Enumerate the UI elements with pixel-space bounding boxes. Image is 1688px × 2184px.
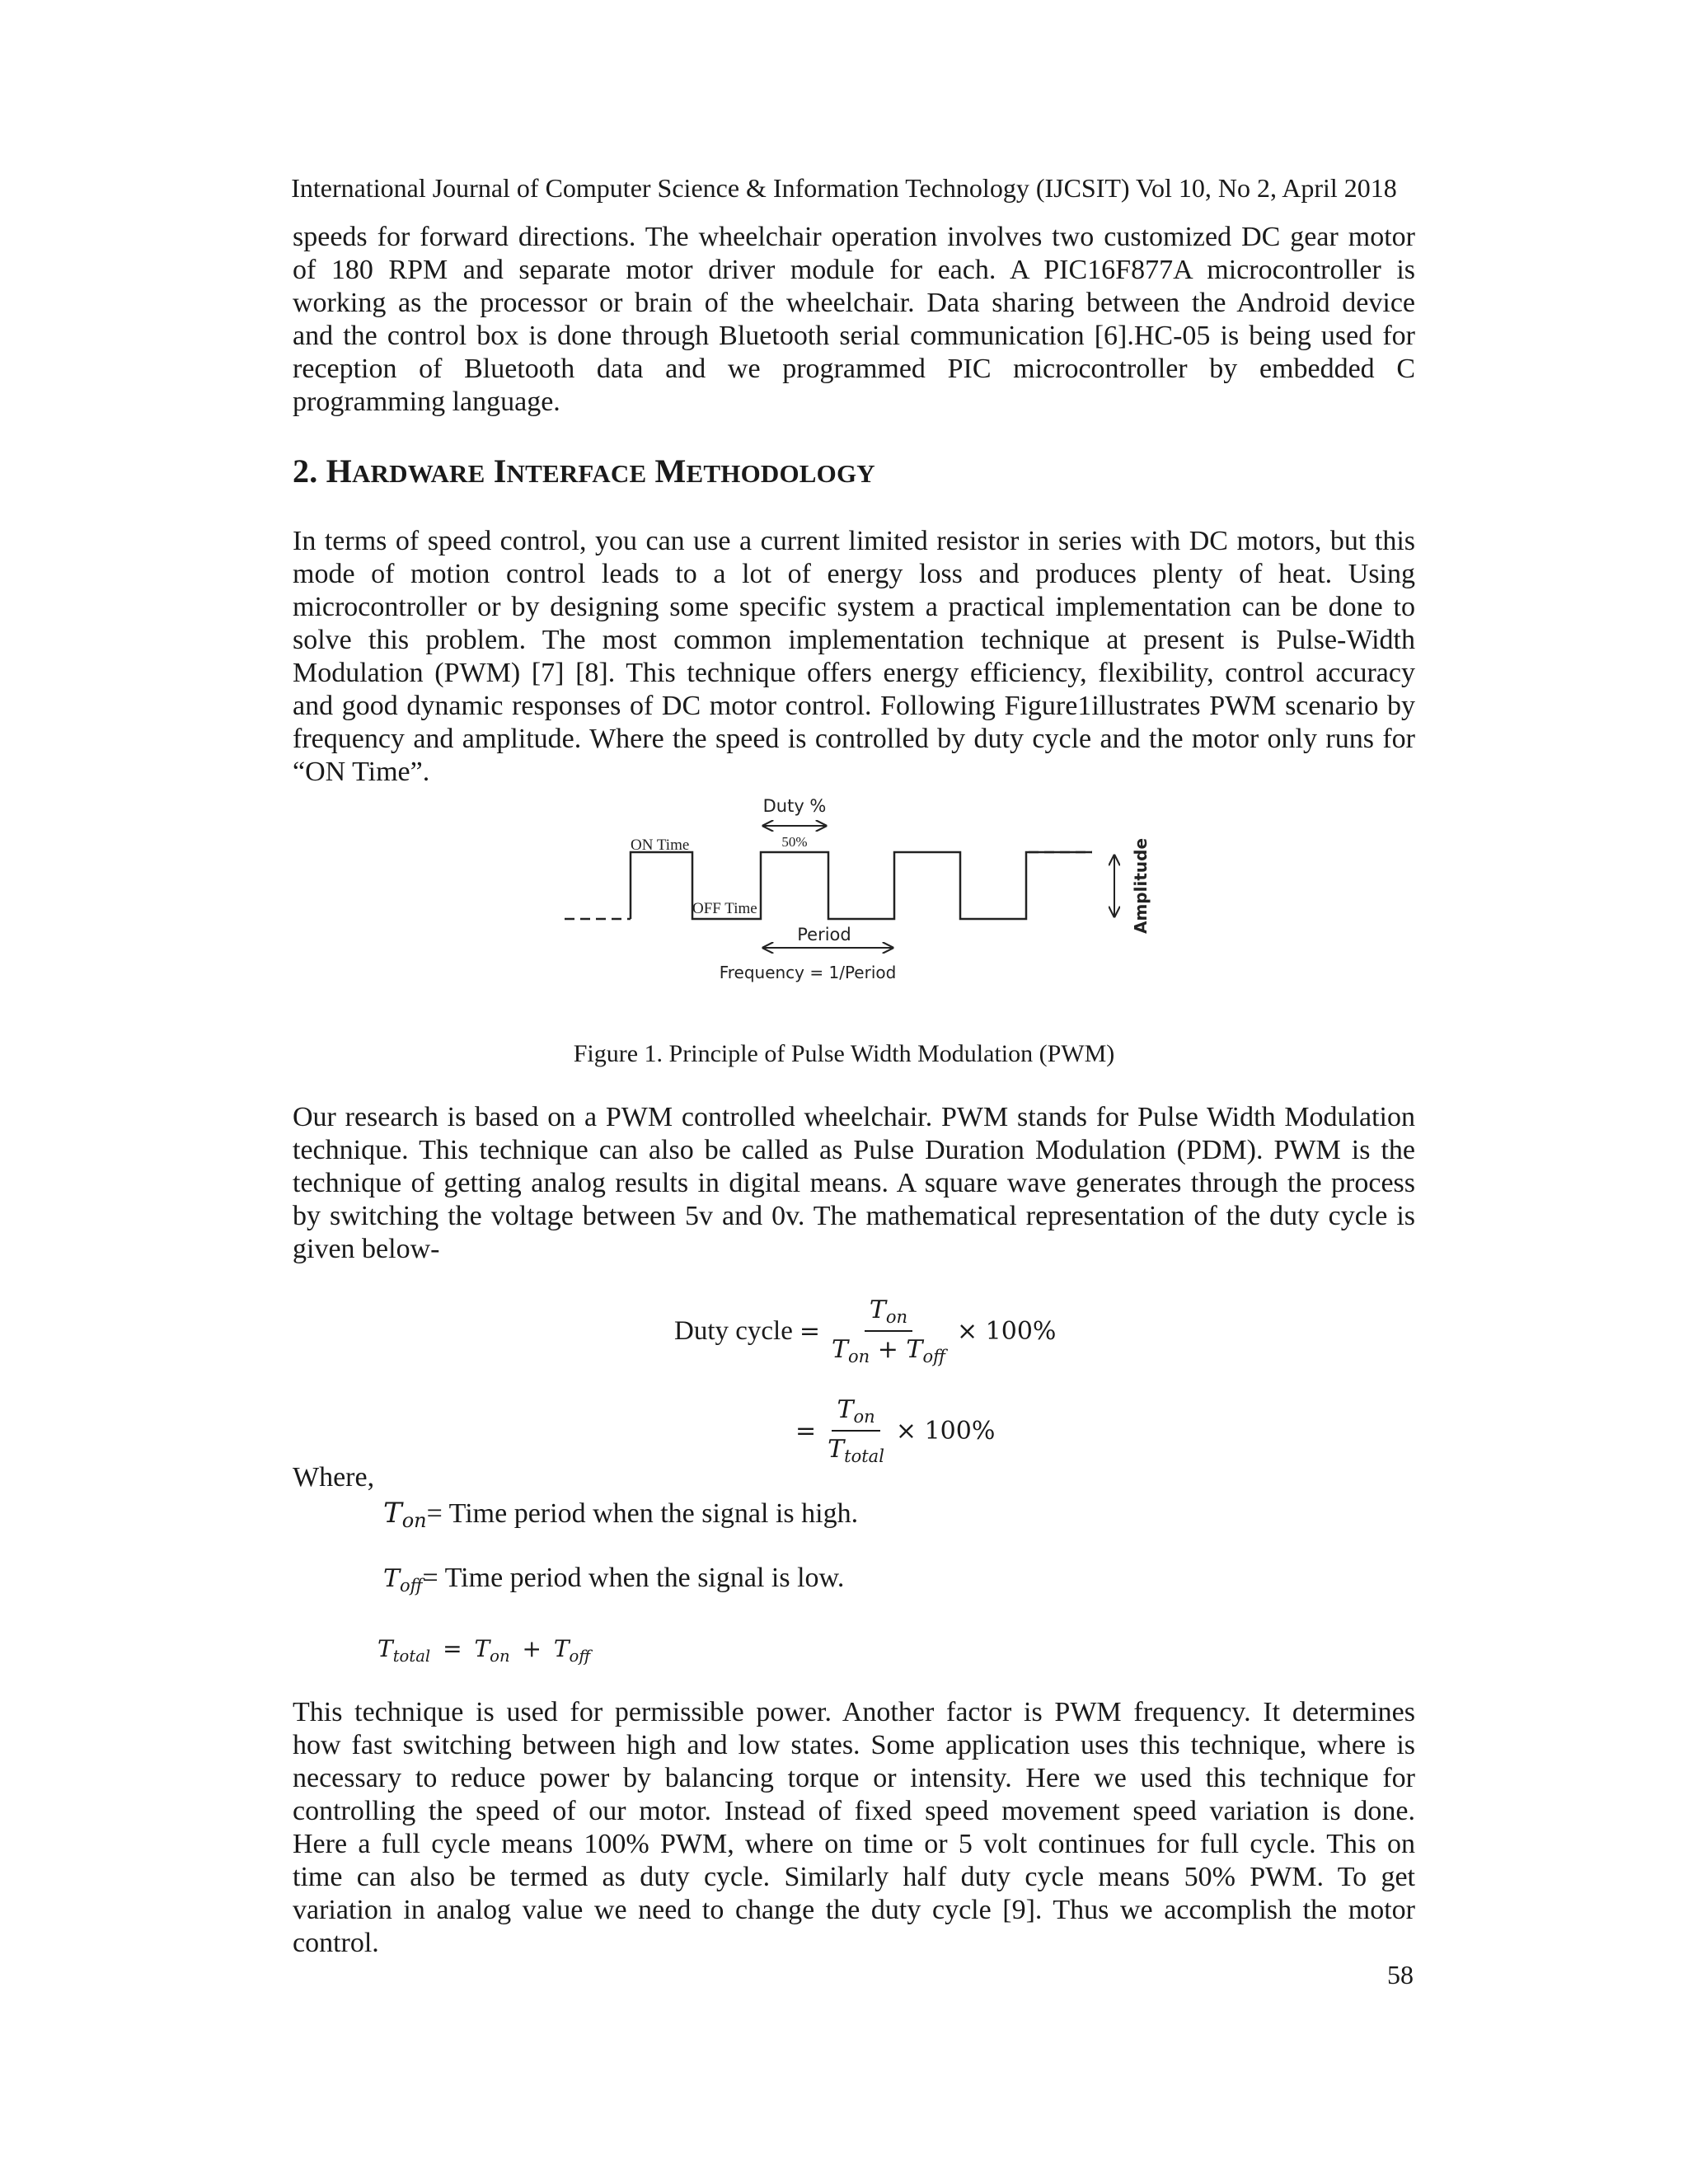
page-number: 58 xyxy=(1387,1960,1414,1990)
period-label: Period xyxy=(797,925,851,944)
heading-word: HARDWARE xyxy=(326,452,485,490)
text-line: programming language. xyxy=(293,387,560,417)
text-line: controlling the speed of our motor. Instead of fixed speed movement speed variation is done. xyxy=(293,1796,1415,1826)
equals-sign: = xyxy=(799,1316,820,1346)
heading-word: METHODOLOGY xyxy=(654,452,875,490)
text-line: reception of Bluetooth data and we programmed PIC microcontroller by embedded C xyxy=(293,354,1415,384)
figure-caption: Figure 1. Principle of Pulse Width Modulation (PWM) xyxy=(573,1040,1115,1067)
frequency-label: Frequency = 1/Period xyxy=(719,963,897,982)
heading-word: INTERFACE xyxy=(493,452,647,490)
paragraph-pwm-research xyxy=(293,1101,1415,1266)
times-100-percent: × 100% xyxy=(956,1316,1057,1346)
paragraph-pwm-frequency xyxy=(293,1696,1415,1960)
text-line: by switching the voltage between 5v and 0v. The mathematical representation of the duty cycle is xyxy=(293,1201,1415,1231)
paragraph-intro xyxy=(293,221,1415,419)
equals-sign: = xyxy=(795,1416,817,1446)
duty-cycle-equation-simplified xyxy=(795,1395,995,1466)
text-line: Here a full cycle means 100% PWM, where on time or 5 volt continues for full cycle. This on xyxy=(293,1829,1415,1859)
text-line: technique of getting analog results in digital means. A square wave generates through the process xyxy=(293,1168,1415,1198)
times-100-percent: × 100% xyxy=(895,1416,996,1446)
on-time-label: ON Time xyxy=(631,837,690,854)
pwm-diagram xyxy=(560,787,1170,993)
text-line: working as the processor or brain of the wheelchair. Data sharing between the Android device xyxy=(293,288,1415,318)
duty-cycle-equation xyxy=(674,1296,1056,1366)
text-line: of 180 RPM and separate motor driver module for each. A PIC16F877A microcontroller is xyxy=(293,255,1415,285)
text-line: mode of motion control leads to a lot of energy loss and produces plenty of heat. Using xyxy=(293,559,1415,589)
text-line: speeds for forward directions. The wheelchair operation involves two customized DC gear motor xyxy=(293,222,1415,252)
where-label: Where, xyxy=(293,1462,375,1493)
text-line: This technique is used for permissible power. Another factor is PWM frequency. It determines xyxy=(293,1697,1415,1727)
fraction-on-over-total: $\frac{T_{on}}{T_{total}}$ xyxy=(828,1395,884,1466)
duty-label: Duty % xyxy=(762,796,827,816)
definition-t-total: $T_{total} = T_{on} + T_{off}$ xyxy=(377,1635,591,1666)
definition-text: = Time period when the signal is high. xyxy=(426,1498,859,1529)
paragraph-speed-control xyxy=(293,525,1415,789)
text-line: time can also be termed as duty cycle. Similarly half duty cycle means 50% PWM. To get xyxy=(293,1862,1415,1892)
text-line: “ON Time”. xyxy=(293,757,430,787)
fifty-percent-label: 50% xyxy=(781,834,808,850)
text-line: Modulation (PWM) [7] [8]. This technique offers energy efficiency, flexibility, control accuracy xyxy=(293,658,1415,688)
text-line: technique. This technique can also be called as Pulse Duration Modulation (PDM). PWM is the xyxy=(293,1135,1415,1165)
text-line: control. xyxy=(293,1928,379,1958)
text-line: and the control box is done through Bluetooth serial communication [6].HC-05 is being used for xyxy=(293,321,1415,351)
text-line: necessary to reduce power by balancing torque or intensity. Here we used this technique for xyxy=(293,1763,1415,1793)
text-line: given below- xyxy=(293,1234,440,1264)
text-line: and good dynamic responses of DC motor control. Following Figure1illustrates PWM scenario by xyxy=(293,691,1415,721)
section-number: 2. xyxy=(293,452,318,490)
definition-t-off: $T_{off}=$ Time period when the signal is low. xyxy=(383,1563,845,1596)
off-time-label: OFF Time xyxy=(692,900,757,917)
text-line: Our research is based on a PWM controlled wheelchair. PWM stands for Pulse Width Modulation xyxy=(293,1102,1415,1132)
definition-text: = Time period when the signal is low. xyxy=(422,1563,845,1593)
amplitude-label: Amplitude xyxy=(1131,837,1151,935)
section-heading xyxy=(293,452,875,490)
text-line: solve this problem. The most common implementation technique at present is Pulse-Width xyxy=(293,625,1415,655)
definition-t-on: $T_{on}=$ Time period when the signal is high. xyxy=(383,1497,859,1532)
fraction-on-over-sum: $\frac{T_{on}}{T_{on} + T_{off}}$ xyxy=(832,1296,945,1366)
running-header: International Journal of Computer Science & Information Technology (IJCSIT) Vol 10, No 2, April 2018 xyxy=(291,173,1397,203)
text-line: In terms of speed control, you can use a current limited resistor in series with DC motors, but this xyxy=(293,526,1415,556)
text-line: frequency and amplitude. Where the speed is controlled by duty cycle and the motor only runs for xyxy=(293,724,1415,754)
text-line: variation in analog value we need to change the duty cycle [9]. Thus we accomplish the motor xyxy=(293,1895,1415,1925)
text-line: how fast switching between high and low states. Some application uses this technique, where is xyxy=(293,1730,1415,1760)
equation-lhs: Duty cycle xyxy=(674,1315,793,1346)
text-line: microcontroller or by designing some specific system a practical implementation can be done to xyxy=(293,592,1415,622)
